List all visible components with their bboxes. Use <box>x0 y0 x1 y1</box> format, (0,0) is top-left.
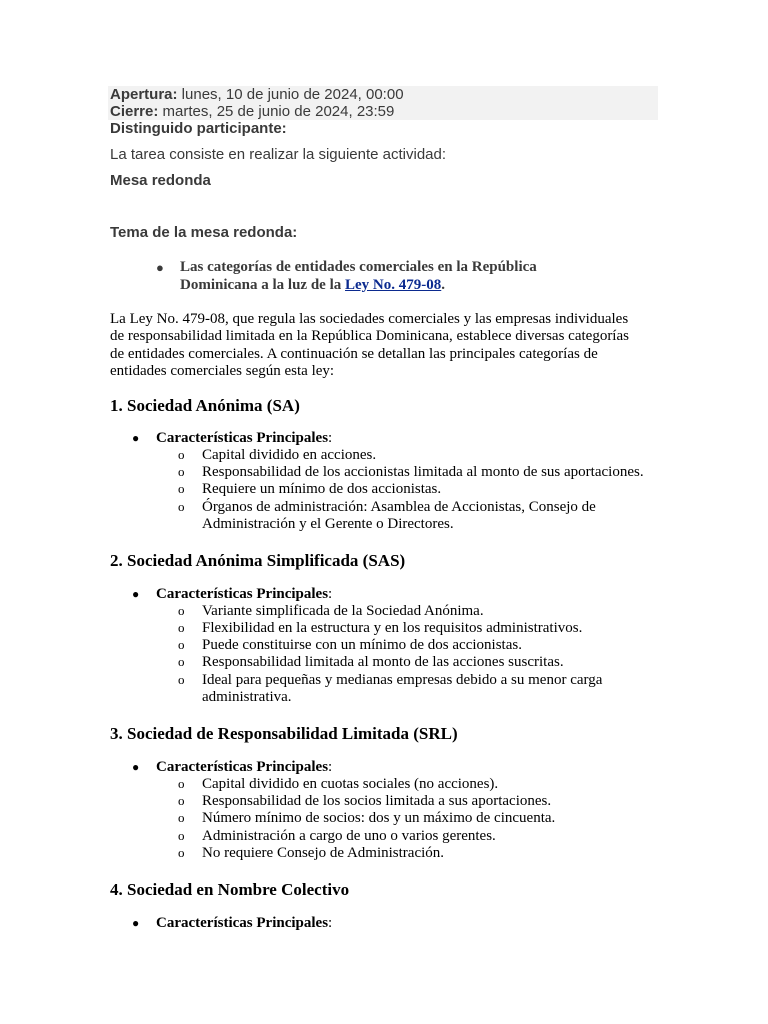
circle-bullet-icon: o <box>178 637 185 652</box>
circle-bullet-icon: o <box>178 828 185 843</box>
circle-bullet-icon: o <box>178 810 185 825</box>
feature-label: Características Principales <box>156 915 329 931</box>
circle-bullet-icon: o <box>178 793 185 808</box>
feature-label: Características Principales <box>156 430 329 446</box>
bullet-icon: ● <box>132 760 140 774</box>
intro-line: La Ley No. 479-08, que regula las sociedades comerciales y las empresas individuales <box>110 311 629 327</box>
circle-bullet-icon: o <box>178 620 185 635</box>
intro-line: de responsabilidad limitada en la República Dominicana, establece diversas categorías <box>110 328 629 345</box>
bullet-icon: ● <box>132 431 140 445</box>
circle-bullet-icon: o <box>178 603 185 618</box>
activity-title: Mesa redonda <box>110 172 211 189</box>
topic-heading: Tema de la mesa redonda: <box>110 224 298 241</box>
circle-bullet-icon: o <box>178 464 185 479</box>
topic-line-2-suffix: . <box>441 277 446 293</box>
topic-line-2 <box>180 277 445 294</box>
opening-label: Apertura: <box>110 86 178 103</box>
bullet-icon: ● <box>132 587 140 601</box>
intro-line: entidades comerciales según esta ley: <box>110 362 335 379</box>
bullet-icon: ● <box>132 916 140 930</box>
circle-bullet-icon: o <box>178 672 185 687</box>
section-title: 4. Sociedad en Nombre Colectivo <box>110 880 350 899</box>
circle-bullet-icon: o <box>178 499 185 514</box>
opening-date <box>110 86 404 103</box>
greeting: Distinguido participante: <box>110 120 287 137</box>
intro-paragraph <box>110 311 670 380</box>
closing-date <box>110 103 394 120</box>
document-page: Apertura: lunes, 10 de junio de 2024, 00:00 Cierre: martes, 25 de junio de 2024, 23:59 Distinguido participante: La tarea consiste en realizar la siguiente actividad: Mesa redonda Tema de la mesa redonda: ● Las categorías de entidades comerciales en la República Dominicana a la luz de la Ley No. 479-08. La Ley No. 479-08, que regula las sociedades comerciales y las empresas individuales de responsabilidad limitada en la República Dominicana, establece diversas categorías de entidades comerciales. A continuación se detallan las principales categorías de entidades comerciales según esta ley: 1. Sociedad Anónima (SA) ● Características Principales: o Capital dividido en acciones. o Responsabilidad de los accionistas limitada al monto de sus aportaciones. o Requiere un mínimo de dos accionistas. o Órganos de administración: Asamblea de Accionistas, Consejo de Administración y el Gerente o Directores. 2. Sociedad Anónima Simplificada (SAS) ● Características Principales: o Variante simplificada de la Sociedad Anónima. o Flexibilidad en la estructura y en los requisitos administrativos. o Puede constituirse con un mínimo de dos accionistas. o Responsabilidad limitada al monto de las acciones suscritas. o Ideal para pequeñas y medianas empresas debido a su menor carga administrativa. 3. Sociedad de Responsabilidad Limitada (SRL) ● Características Principales: o Capital dividido en cuotas sociales (no acciones). o Responsabilidad de los socios limitada a sus aportaciones. o Número mínimo de socios: dos y un máximo de cincuenta. o Administración a cargo de uno o varios gerentes. o No requiere Consejo de Administración. 4. Sociedad en Nombre Colectivo ● Características Principales: <box>0 0 768 1024</box>
circle-bullet-icon: o <box>178 447 185 462</box>
section-title: 1. Sociedad Anónima (SA) <box>110 396 300 415</box>
closing-label: Cierre: <box>110 103 159 120</box>
feature-label: Características Principales <box>156 586 329 602</box>
law-link[interactable]: Ley No. 479-08 <box>345 277 442 293</box>
bullet-icon: ● <box>156 260 164 275</box>
circle-bullet-icon: o <box>178 481 185 496</box>
topic-line-2-prefix: Dominicana a la luz de la <box>180 277 346 293</box>
topic-line-1: Las categorías de entidades comerciales en la República <box>180 259 537 275</box>
section-title: 3. Sociedad de Responsabilidad Limitada (SRL) <box>110 724 458 743</box>
circle-bullet-icon: o <box>178 845 185 860</box>
circle-bullet-icon: o <box>178 654 185 669</box>
closing-value: martes, 25 de junio de 2024, 23:59 <box>158 103 395 120</box>
feature-label: Características Principales <box>156 759 329 775</box>
task-text: La tarea consiste en realizar la siguiente actividad: <box>110 146 447 163</box>
intro-line: de entidades comerciales. A continuación se detallan las principales categorías de <box>110 345 598 362</box>
circle-bullet-icon: o <box>178 776 185 791</box>
section-title: 2. Sociedad Anónima Simplificada (SAS) <box>110 551 406 570</box>
opening-value: lunes, 10 de junio de 2024, 00:00 <box>177 86 404 103</box>
